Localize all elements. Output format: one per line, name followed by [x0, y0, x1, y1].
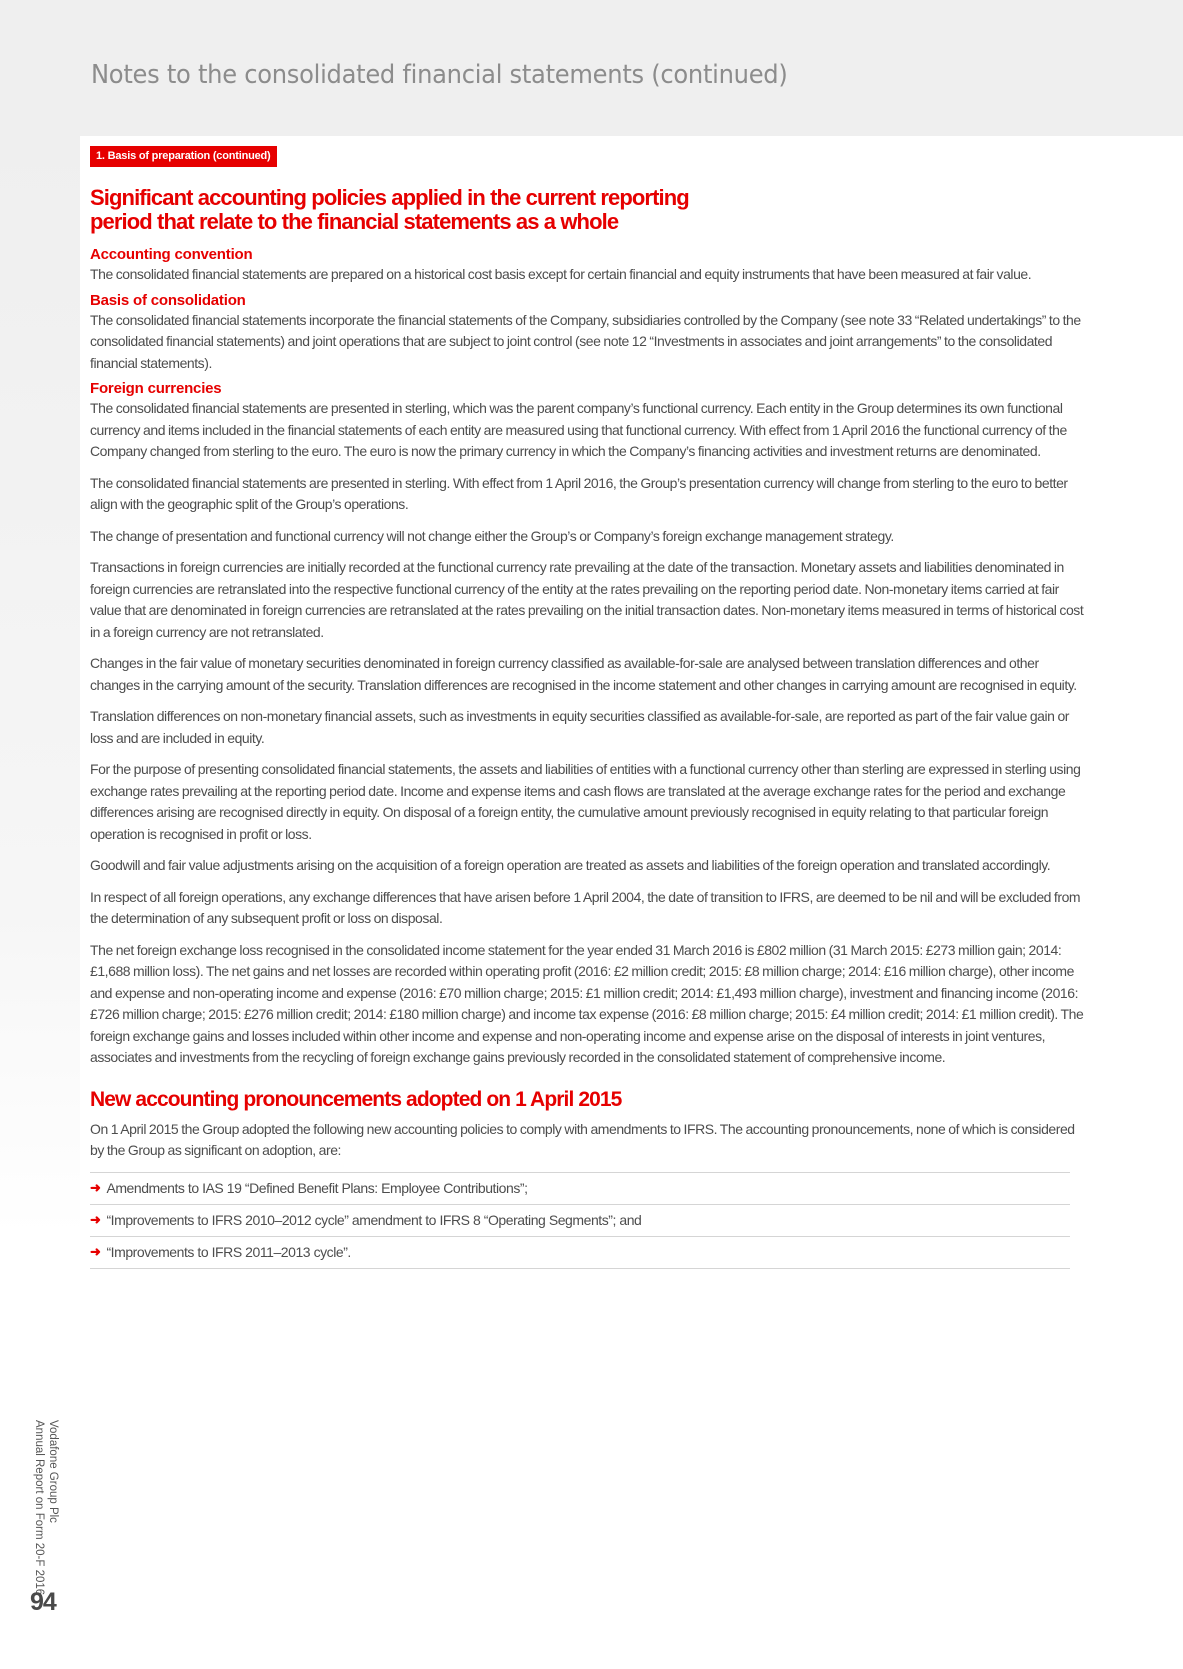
- list-item: [90, 1173, 1070, 1205]
- foreign-currencies-heading: Foreign currencies: [90, 380, 222, 397]
- paragraph: Translation differences on non-monetary financial assets, such as investments in equity securities classified as available-for-sale, are reported as part of the fair value gain or loss and are included in equity.: [90, 708, 1069, 746]
- pronouncements-list: [90, 1172, 1070, 1269]
- paragraph: Changes in the fair value of monetary securities denominated in foreign currency classified as available-for-sale are analysed between translation differences and other changes in the carrying amount of the security. Translation differences are recognised in the income statement and other changes in carrying amount are recognised in equity.: [90, 655, 1077, 693]
- page-header-title: Notes to the consolidated financial statements (continued): [91, 60, 788, 90]
- arrow-right-icon: ➜: [90, 1211, 101, 1227]
- new-pronouncements-heading: New accounting pronouncements adopted on 1 April 2015: [90, 1087, 622, 1111]
- footer-report: Annual Report on Form 20-F 2016: [33, 1420, 45, 1596]
- paragraph: The consolidated financial statements are presented in sterling. With effect from 1 April 2016, the Group’s presentation currency will change from sterling to the euro to better align with the geographic split of the Group’s operations.: [90, 474, 1068, 512]
- footer-report-info: [32, 1420, 60, 1595]
- paragraph: The consolidated financial statements are prepared on a historical cost basis except for certain financial and equity instruments that have been measured at fair value.: [90, 266, 1032, 282]
- new-pronouncements-intro: On 1 April 2015 the Group adopted the following new accounting policies to comply with amendments to IFRS. The accounting pronouncements, none of which is considered by the Group as significant on adoption, are:: [90, 1120, 1075, 1158]
- new-pronouncements-section: [90, 1087, 1090, 1269]
- basis-of-consolidation-section: [90, 292, 1090, 375]
- left-margin-strip: [0, 136, 80, 1236]
- paragraph: For the purpose of presenting consolidated financial statements, the assets and liabilities of entities with a functional currency other than sterling are expressed in sterling using exchange rates prevailing at the reporting period date. Income and expense items and cash flows are translated at the average exchange rates for the period and exchange differences arising are recognised directly in equity. On disposal of a foreign entity, the cumulative amount previously recognised in equity relating to that particular foreign operation is recognised in profit or loss.: [90, 761, 1081, 842]
- accounting-convention-section: [90, 246, 1090, 286]
- list-item-text: “Improvements to IFRS 2011–2013 cycle”.: [106, 1243, 351, 1260]
- paragraph: Goodwill and fair value adjustments arising on the acquisition of a foreign operation are treated as assets and liabilities of the foreign operation and translated accordingly.: [90, 857, 1051, 873]
- list-item: [90, 1205, 1070, 1237]
- paragraph: The consolidated financial statements incorporate the financial statements of the Company, subsidiaries controlled by the Company (see note 33 “Related undertakings” to the consolidated financial statements) and joint operations that are subject to joint control (see note 12 “Investments in associates and joint arrangements” to the consolidated financial statements).: [90, 311, 1081, 371]
- accounting-convention-heading: Accounting convention: [90, 246, 253, 263]
- body-area: [90, 246, 1090, 1269]
- side-footer: [26, 1420, 106, 1620]
- page-number: 94: [30, 1588, 56, 1616]
- paragraph: The net foreign exchange loss recognised in the consolidated income statement for the year ended 31 March 2016 is £802 million (31 March 2015: £273 million gain; 2014: £1,688 million loss). The net gains and net losses are recorded within operating profit (2016: £2 million credit; 2015: £8 million charge; 2014: £16 million charge), other income and expense and non-operating income and expense (2016: £70 million charge; 2015: £1 million credit; 2014: £1,493 million charge), investment and financing income (2016: £726 million charge; 2015: £276 million credit; 2014: £180 million charge) and income tax expense (2016: £8 million charge; 2015: £4 million credit; 2014: £1 million credit). The foreign exchange gains and losses included within other income and expense and non-operating income and expense arise on the disposal of interests in joint ventures, associates and investments from the recycling of foreign exchange gains previously recorded in the consolidated statement of comprehensive income.: [90, 941, 1084, 1065]
- list-item-text: “Improvements to IFRS 2010–2012 cycle” amendment to IFRS 8 “Operating Segments”; and: [106, 1211, 642, 1228]
- main-heading-line-2: period that relate to the financial statements as a whole: [90, 209, 619, 234]
- footer-company: Vodafone Group Plc: [47, 1420, 59, 1523]
- list-item: [90, 1237, 1070, 1269]
- list-item-text: Amendments to IAS 19 “Defined Benefit Plans: Employee Contributions”;: [106, 1179, 528, 1196]
- section-tag: 1. Basis of preparation (continued): [90, 146, 277, 167]
- paragraph: In respect of all foreign operations, any exchange differences that have arisen before 1 April 2004, the date of transition to IFRS, are deemed to be nil and will be excluded from the determination of any subsequent profit or loss on disposal.: [90, 888, 1081, 926]
- foreign-currencies-section: [90, 380, 1090, 1069]
- paragraph: The consolidated financial statements are presented in sterling, which was the parent company’s functional currency. Each entity in the Group determines its own functional currency and items included in the financial statements of each entity are measured using that functional currency. With effect from 1 April 2016 the functional currency of the Company changed from sterling to the euro. The euro is now the primary currency in which the Company’s financing activities and investment returns are denominated.: [90, 400, 1067, 459]
- paragraph: The change of presentation and functional currency will not change either the Group’s or Company’s foreign exchange management strategy.: [90, 527, 894, 544]
- basis-of-consolidation-heading: Basis of consolidation: [90, 291, 246, 309]
- paragraph: Transactions in foreign currencies are initially recorded at the functional currency rate prevailing at the date of the transaction. Monetary assets and liabilities denominated in foreign currencies are retranslated into the respective functional currency of the entity at the rates prevailing on the reporting period date. Non-monetary items carried at fair value that are denominated in foreign currencies are retranslated at the rates prevailing on the initial transaction dates. Non-monetary items measured in terms of historical cost in a foreign currency are not retranslated.: [90, 559, 1084, 640]
- arrow-right-icon: ➜: [90, 1243, 101, 1259]
- arrow-right-icon: ➜: [90, 1179, 101, 1195]
- main-heading: [90, 186, 790, 234]
- main-heading-line-1: Significant accounting policies applied in the current reporting: [90, 185, 689, 210]
